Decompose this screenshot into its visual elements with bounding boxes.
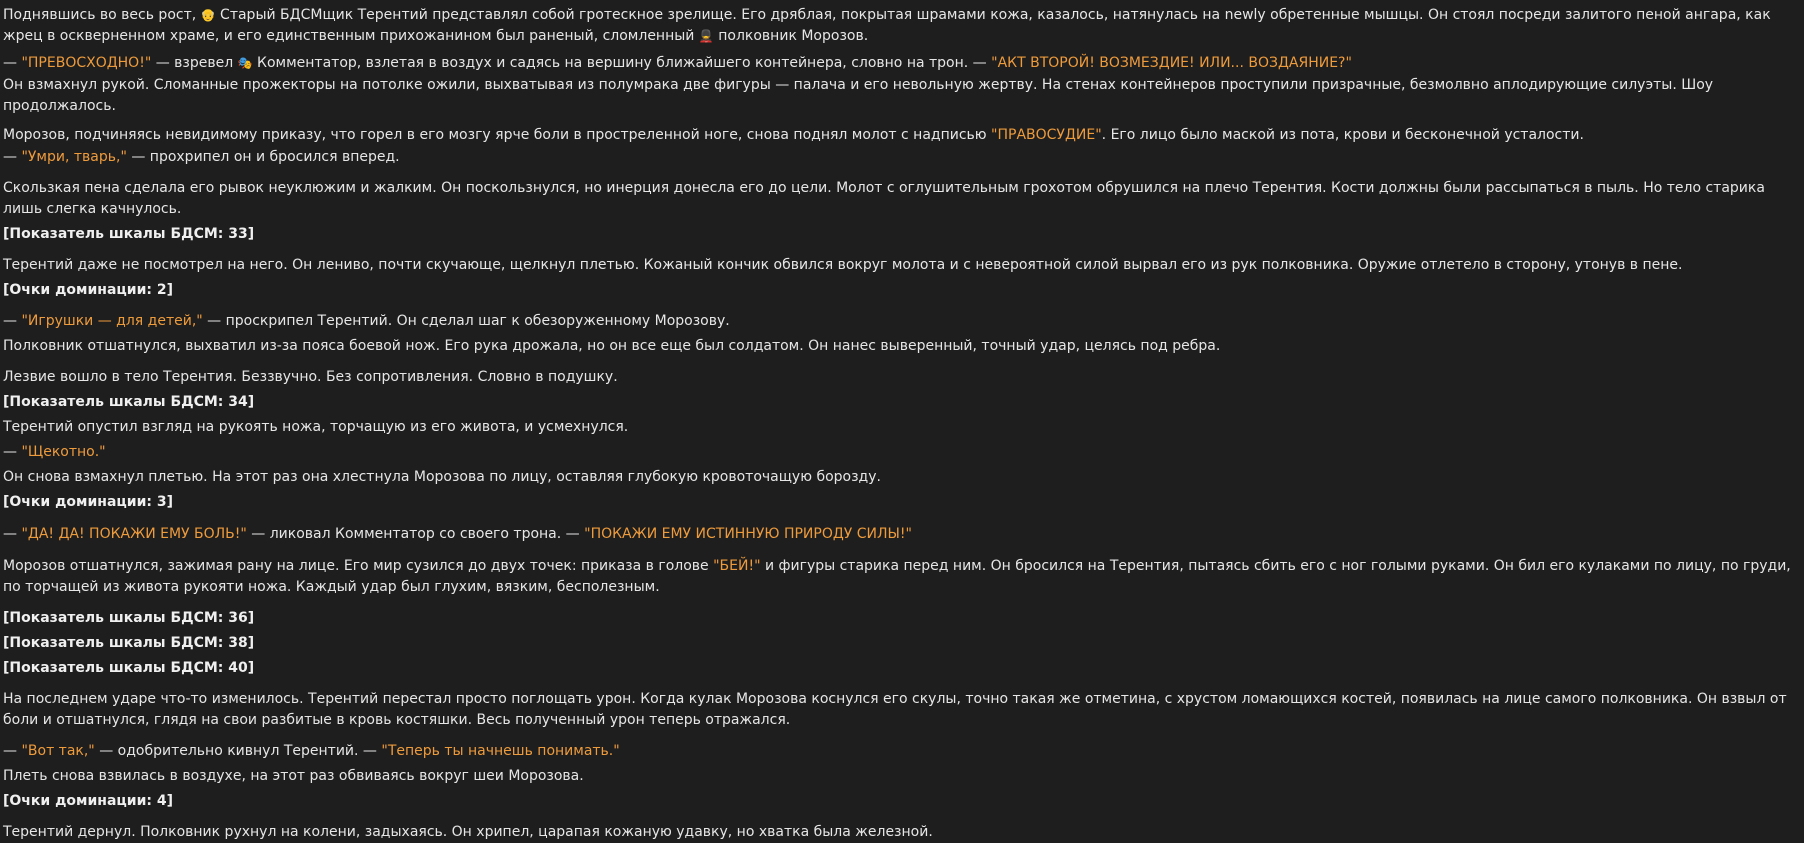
quote-span: "Вот так,": [21, 743, 95, 759]
domination-points-stat: [Очки доминации: 2]: [3, 282, 174, 298]
message-paragraph: [3, 367, 1799, 388]
message-paragraph: [3, 689, 1799, 731]
text-span: Морозов отшатнулся, зажимая рану на лице. Его мир сузился до двух точек: приказа в голове: [3, 558, 714, 574]
text-span: — ликовал Комментатор со своего трона. —: [246, 526, 585, 542]
text-span: Скользкая пена сделала его рывок неуклюжим и жалким. Он поскользнулся, но инерция донесла его до цели. Молот с оглушительным грохотом обрушился на плечо Терентия. Кости должны были рассыпаться в пыль. Но тело старика лишь слегка качнулось.: [3, 180, 1765, 217]
text-span: Поднявшись во весь рост,: [3, 7, 201, 23]
theater-masks-icon: 🎭: [237, 56, 253, 70]
text-span: Он снова взмахнул плетью. На этот раз она хлестнула Морозова по лицу, оставляя глубокую кровоточащую борозду.: [3, 469, 881, 485]
text-span: Лезвие вошло в тело Терентия. Беззвучно. Без сопротивления. Словно в подушку.: [3, 369, 618, 385]
message-paragraph: [3, 417, 1799, 438]
quote-span: "АКТ ВТОРОЙ! ВОЗМЕЗДИЕ! ИЛИ... ВОЗДАЯНИЕ?": [991, 55, 1352, 71]
text-span: и фигуры старика перед ним. Он бросился на Терентия, пытаясь сбить его с ног голыми руками. Он бил его кулаками по лицу, по груди, по торчащей из живота рукояти ножа. Каждый удар был глухим, вязким, бесполезным.: [3, 558, 1791, 595]
text-span: Морозов, подчиняясь невидимому приказу, что горел в его мозгу ярче боли в простреленной ноге, снова поднял молот с надписью: [3, 127, 992, 143]
text-span: Старый БДСМщик Терентий представлял собой гротескное зрелище. Его дряблая, покрытая шрамами кожа, казалось, натянулась на newly обретенные мышцы. Он стоял посреди залитого пеной ангара, как жрец в оскверненном храме, и его единственным прихожанином был раненый, сломленный: [3, 7, 1771, 44]
text-span: —: [3, 149, 22, 165]
text-span: Терентий дернул. Полковник рухнул на колени, задыхаясь. Он хрипел, царапая кожаную удавку, но хватка была железной.: [3, 824, 933, 840]
message-paragraph: [3, 75, 1799, 117]
text-span: . Его лицо было маской из пота, крови и бесконечной усталости.: [1101, 127, 1584, 143]
text-span: — взревел: [151, 55, 238, 71]
bdsm-scale-stat: [Показатель шкалы БДСМ: 36]: [3, 610, 255, 626]
quote-span: "БЕЙ!": [713, 558, 761, 574]
quote-span: "Умри, тварь,": [21, 149, 127, 165]
text-span: Полковник отшатнулся, выхватил из-за пояса боевой нож. Его рука дрожала, но он все еще был солдатом. Он нанес выверенный, точный удар, целясь под ребра.: [3, 338, 1221, 354]
message-paragraph: [3, 53, 1799, 74]
old-man-icon: 👴: [200, 8, 216, 22]
domination-points-stat: [Очки доминации: 3]: [3, 494, 174, 510]
bdsm-scale-stat: [Показатель шкалы БДСМ: 34]: [3, 394, 255, 410]
bdsm-scale-stat: [Показатель шкалы БДСМ: 40]: [3, 660, 255, 676]
message-paragraph: [3, 311, 1799, 332]
quote-span: "Теперь ты начнешь понимать.": [381, 743, 620, 759]
domination-points-stat: [Очки доминации: 4]: [3, 793, 174, 809]
text-span: Он взмахнул рукой. Сломанные прожекторы на потолке ожили, выхватывая из полумрака две фигуры — палача и его невольную жертву. На стенах контейнеров проступили призрачные, безмолвно аплодирующие силуэты. Шоу продолжалось.: [3, 77, 1714, 114]
message-paragraph: [3, 766, 1799, 787]
text-span: —: [3, 444, 22, 460]
message-paragraph: [3, 178, 1799, 220]
quote-span: "Игрушки — для детей,": [21, 313, 203, 329]
text-span: Терентий даже не посмотрел на него. Он лениво, почти скучающе, щелкнул плетью. Кожаный кончик обвился вокруг молота и с невероятной силой вырвал его из рук полковника. Оружие отлетело в сторону, утонув в пене.: [3, 257, 1683, 273]
quote-span: "ПРАВОСУДИЕ": [991, 127, 1102, 143]
message-paragraph: [3, 442, 1799, 463]
message-paragraph: [3, 5, 1799, 47]
message-paragraph: [3, 741, 1799, 762]
text-span: Терентий опустил взгляд на рукоять ножа, торчащую из его живота, и усмехнулся.: [3, 419, 629, 435]
bdsm-scale-stat: [Показатель шкалы БДСМ: 38]: [3, 635, 255, 651]
quote-span: "ПРЕВОСХОДНО!": [21, 55, 152, 71]
message-paragraph: [3, 524, 1799, 545]
text-span: —: [3, 743, 22, 759]
text-span: — одобрительно кивнул Терентий. —: [94, 743, 382, 759]
message-paragraph: [3, 147, 1799, 168]
message-paragraph: [3, 822, 1799, 843]
text-span: —: [3, 313, 22, 329]
text-span: Плеть снова взвилась в воздухе, на этот раз обвиваясь вокруг шеи Морозова.: [3, 768, 584, 784]
message-paragraph: [3, 255, 1799, 276]
text-span: полковник Морозов.: [713, 28, 869, 44]
chat-transcript: [3, 5, 1799, 843]
bdsm-scale-stat: [Показатель шкалы БДСМ: 33]: [3, 226, 255, 242]
soldier-icon: 💂: [698, 29, 714, 43]
message-paragraph: [3, 125, 1799, 146]
text-span: — проскрипел Терентий. Он сделал шаг к обезоруженному Морозову.: [202, 313, 730, 329]
text-span: На последнем ударе что-то изменилось. Терентий перестал просто поглощать урон. Когда кулак Морозова коснулся его скулы, точно такая же отметина, с хрустом ломающихся костей, появилась на лице самого полковника. Он взвыл от боли и отшатнулся, глядя на свои разбитые в кровь костяшки. Весь полученный урон теперь отражался.: [3, 691, 1787, 728]
text-span: Комментатор, взлетая в воздух и садясь на вершину ближайшего контейнера, словно на трон. —: [252, 55, 992, 71]
message-paragraph: [3, 556, 1799, 598]
text-span: —: [3, 526, 22, 542]
quote-span: "ДА! ДА! ПОКАЖИ ЕМУ БОЛЬ!": [21, 526, 247, 542]
message-paragraph: [3, 336, 1799, 357]
text-span: — прохрипел он и бросился вперед.: [126, 149, 400, 165]
message-paragraph: [3, 467, 1799, 488]
quote-span: "ПОКАЖИ ЕМУ ИСТИННУЮ ПРИРОДУ СИЛЫ!": [584, 526, 912, 542]
quote-span: "Щекотно.": [21, 444, 106, 460]
text-span: —: [3, 55, 22, 71]
